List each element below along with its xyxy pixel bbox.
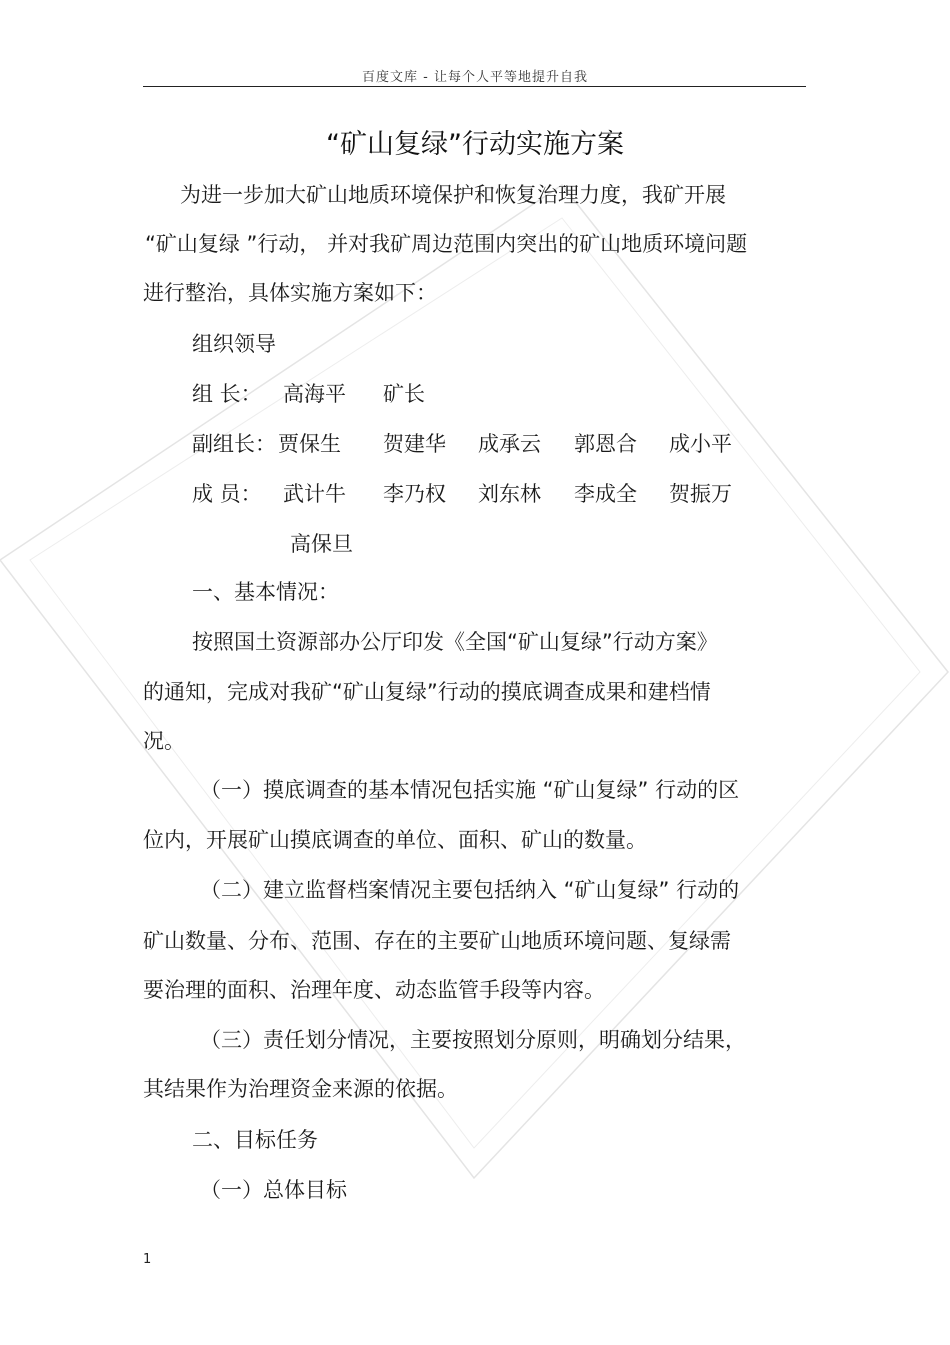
- item-1-line-1: （一）摸底调查的基本情况包括实施 “矿山复绿” 行动的区: [200, 778, 740, 802]
- intro-line-3: 进行整治，具体实施方案如下：: [143, 281, 437, 305]
- page-number: 1: [143, 1252, 152, 1267]
- intro-line-2: “矿山复绿 ”行动， 并对我矿周边范围内突出的矿山地质环境问题: [145, 232, 748, 256]
- section-2-sub-1: （一）总体目标: [200, 1178, 347, 1202]
- org-heading: 组织领导: [192, 332, 276, 356]
- deputy-name-4: 郭恩合: [574, 432, 637, 456]
- deputy-name-1: 贾保生: [278, 432, 341, 456]
- document-title: “矿山复绿”行动实施方案: [326, 129, 624, 160]
- member-name-4: 李成全: [574, 482, 637, 506]
- header-divider: [143, 86, 806, 87]
- section-2-heading: 二、目标任务: [192, 1128, 318, 1152]
- section-1-heading: 一、基本情况：: [192, 580, 339, 604]
- item-2-line-1: （二）建立监督档案情况主要包括纳入 “矿山复绿” 行动的: [200, 878, 740, 902]
- leader-title: 矿长: [383, 382, 425, 406]
- member-name-2: 李乃权: [383, 482, 446, 506]
- section-1-para-line-1: 按照国土资源部办公厅印发《全国“矿山复绿”行动方案》: [192, 630, 718, 654]
- item-3-line-1: （三）责任划分情况，主要按照划分原则，明确划分结果，: [200, 1028, 746, 1052]
- item-3-line-2: 其结果作为治理资金来源的依据。: [143, 1077, 458, 1101]
- section-1-para-line-2: 的通知，完成对我矿“矿山复绿”行动的摸底调查成果和建档情: [143, 680, 711, 704]
- member-name-3: 刘东林: [478, 482, 541, 506]
- member-name-6: 高保旦: [290, 532, 353, 556]
- members-label: 成 员：: [192, 482, 262, 506]
- section-1-para-line-3: 况。: [143, 729, 185, 753]
- item-1-line-2: 位内，开展矿山摸底调查的单位、面积、矿山的数量。: [143, 828, 647, 852]
- item-2-line-3: 要治理的面积、治理年度、动态监管手段等内容。: [143, 978, 605, 1002]
- page-header: 百度文库 - 让每个人平等地提升自我: [362, 70, 588, 85]
- leader-name: 高海平: [283, 382, 346, 406]
- deputy-name-2: 贺建华: [383, 432, 446, 456]
- deputy-name-5: 成小平: [669, 432, 732, 456]
- member-name-5: 贺振万: [669, 482, 732, 506]
- leader-label: 组 长：: [192, 382, 262, 406]
- deputy-label: 副组长：: [192, 432, 276, 456]
- member-name-1: 武计牛: [283, 482, 346, 506]
- item-2-line-2: 矿山数量、分布、范围、存在的主要矿山地质环境问题、复绿需: [143, 929, 731, 953]
- intro-line-1: 为进一步加大矿山地质环境保护和恢复治理力度，我矿开展: [180, 183, 726, 207]
- deputy-name-3: 成承云: [478, 432, 541, 456]
